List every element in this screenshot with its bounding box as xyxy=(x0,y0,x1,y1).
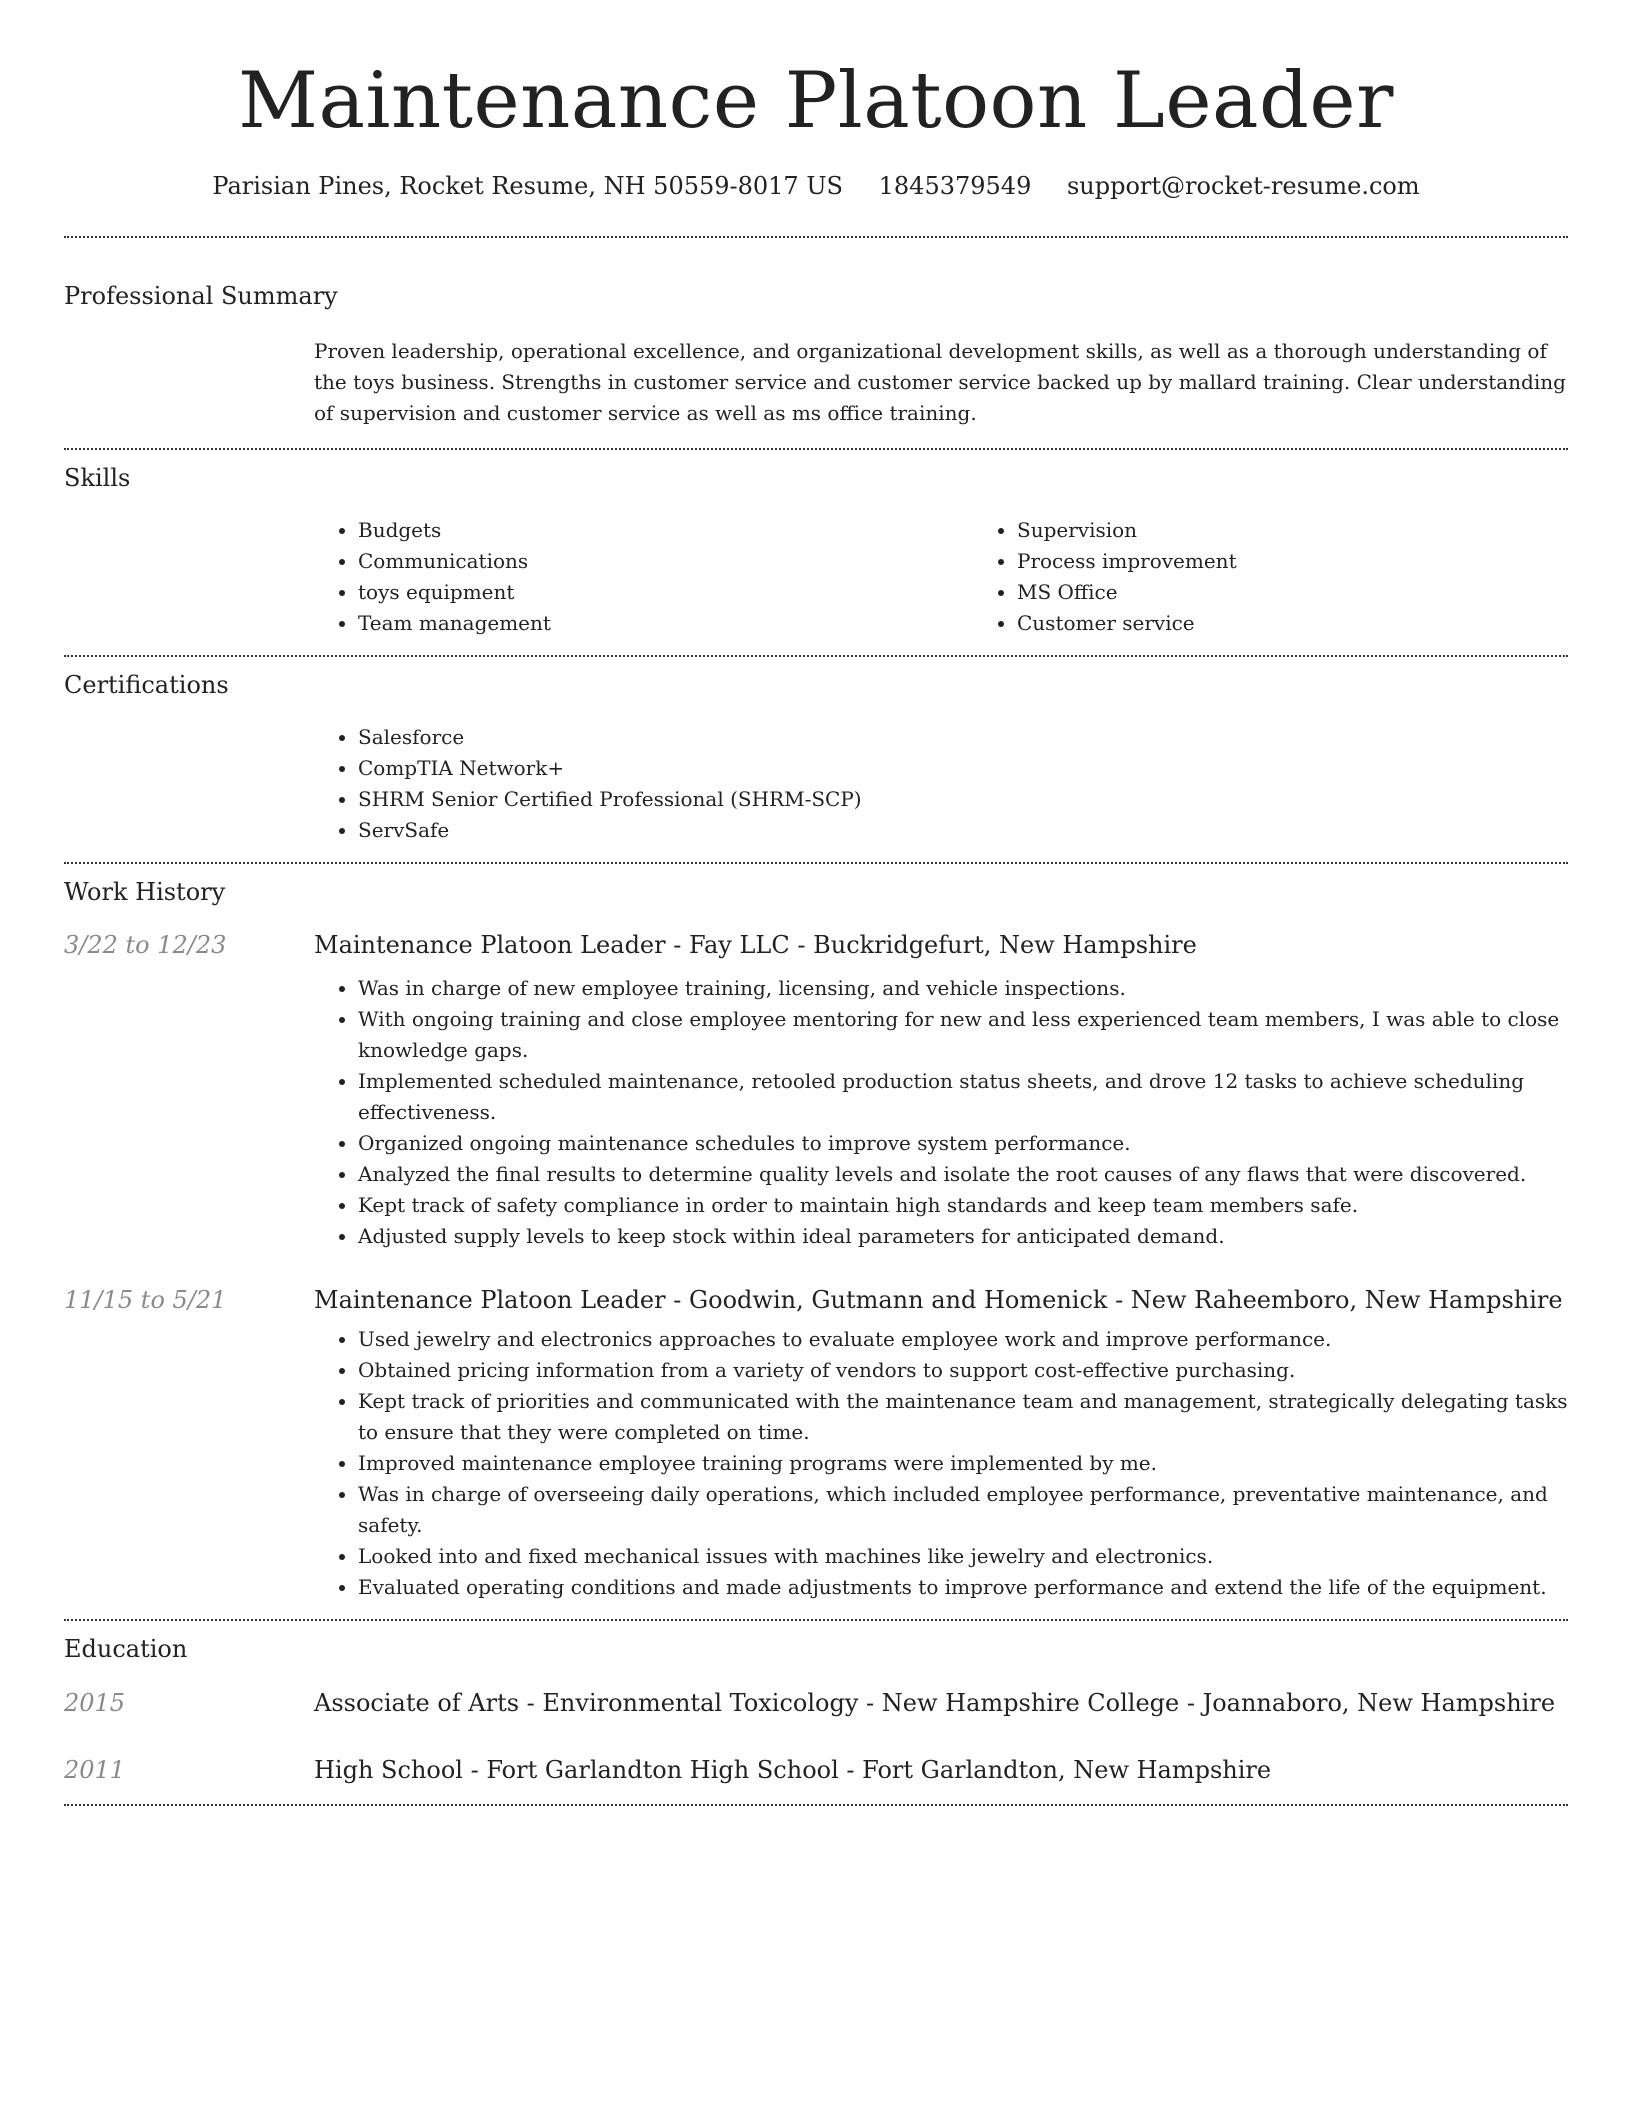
certification-item: • CompTIA Network+ xyxy=(358,753,1568,784)
job-bullets xyxy=(314,973,1568,1252)
job-bullet: • Implemented scheduled maintenance, retooled production status sheets, and drove 12 tasks to achieve scheduling effectiveness. xyxy=(358,1066,1568,1128)
work-history-section xyxy=(64,878,1568,1603)
education-details: High School - Fort Garlandton High School - Fort Garlandton, New Hampshire xyxy=(314,1756,1272,1784)
job-bullets xyxy=(314,1324,1568,1603)
divider xyxy=(64,862,1568,864)
job-bullet: • Looked into and fixed mechanical issues with machines like jewelry and electronics. xyxy=(358,1541,1568,1572)
job-entry xyxy=(64,931,1568,1252)
candidate-name: Maintenance Platoon Leader xyxy=(238,56,1394,146)
certifications-section xyxy=(64,671,1568,846)
education-entry xyxy=(64,1689,1568,1717)
job-bullet: • Evaluated operating conditions and made adjustments to improve performance and extend the life of the equipment. xyxy=(358,1572,1568,1603)
skill-item: • Team management xyxy=(358,608,973,639)
section-title-skills: Skills xyxy=(64,464,131,492)
education-section xyxy=(64,1635,1568,1784)
job-bullet: • With ongoing training and close employee mentoring for new and less experienced team members, I was able to close knowledge gaps. xyxy=(358,1004,1568,1066)
job-bullet: • Kept track of priorities and communicated with the maintenance team and management, strategically delegating tasks to ensure that they were completed on time. xyxy=(358,1386,1568,1448)
job-bullet: • Kept track of safety compliance in order to maintain high standards and keep team members safe. xyxy=(358,1190,1568,1221)
certification-item: • Salesforce xyxy=(358,722,1568,753)
skills-list-col2 xyxy=(973,515,1632,639)
section-title-education: Education xyxy=(64,1635,188,1663)
certifications-list xyxy=(314,722,1568,846)
summary-text: Proven leadership, operational excellence, and organizational development skills, as well as a thorough understanding of the toys business. Strengths in customer service and customer service backed up by mallard training. Clear understanding of supervision and customer service as well as ms office training. xyxy=(314,339,1566,425)
skill-item: • Process improvement xyxy=(1017,546,1632,577)
skills-section xyxy=(64,464,1568,639)
job-dates: 3/22 to 12/23 xyxy=(64,931,227,959)
job-bullet: • Improved maintenance employee training programs were implemented by me. xyxy=(358,1448,1568,1479)
education-details: Associate of Arts - Environmental Toxicology - New Hampshire College - Joannaboro, New Hampshire xyxy=(314,1689,1556,1717)
education-year: 2015 xyxy=(64,1689,126,1717)
job-heading: Maintenance Platoon Leader - Fay LLC - Buckridgefurt, New Hampshire xyxy=(314,931,1197,959)
job-bullet: • Obtained pricing information from a variety of vendors to support cost-effective purchasing. xyxy=(358,1355,1568,1386)
contact-email: support@rocket-resume.com xyxy=(1066,172,1420,200)
skill-item: • Supervision xyxy=(1017,515,1632,546)
job-bullet: • Used jewelry and electronics approaches to evaluate employee work and improve performance. xyxy=(358,1324,1568,1355)
skill-item: • Customer service xyxy=(1017,608,1632,639)
certification-item: • ServSafe xyxy=(358,815,1568,846)
section-title-summary: Professional Summary xyxy=(64,282,338,310)
skills-list-col1 xyxy=(314,515,973,639)
divider xyxy=(64,1804,1568,1806)
skill-item: • toys equipment xyxy=(358,577,973,608)
skill-item: • Budgets xyxy=(358,515,973,546)
contact-line xyxy=(64,172,1568,200)
divider xyxy=(64,236,1568,238)
section-title-work: Work History xyxy=(64,878,226,906)
education-entry xyxy=(64,1756,1568,1784)
job-bullet: • Adjusted supply levels to keep stock within ideal parameters for anticipated demand. xyxy=(358,1221,1568,1252)
divider xyxy=(64,448,1568,450)
divider xyxy=(64,655,1568,657)
divider xyxy=(64,1619,1568,1621)
job-dates: 11/15 to 5/21 xyxy=(64,1286,227,1314)
section-title-certifications: Certifications xyxy=(64,671,229,699)
job-entry xyxy=(64,1286,1568,1603)
summary-section xyxy=(64,282,1568,429)
education-year: 2011 xyxy=(64,1756,126,1784)
job-bullet: • Was in charge of overseeing daily operations, which included employee performance, preventative maintenance, and safety. xyxy=(358,1479,1568,1541)
skill-item: • MS Office xyxy=(1017,577,1632,608)
skill-item: • Communications xyxy=(358,546,973,577)
certification-item: • SHRM Senior Certified Professional (SHRM-SCP) xyxy=(358,784,1568,815)
job-bullet: • Was in charge of new employee training, licensing, and vehicle inspections. xyxy=(358,973,1568,1004)
job-heading: Maintenance Platoon Leader - Goodwin, Gutmann and Homenick - New Raheemboro, New Hampshire xyxy=(314,1286,1563,1314)
job-bullet: • Organized ongoing maintenance schedules to improve system performance. xyxy=(358,1128,1568,1159)
contact-address: Parisian Pines, Rocket Resume, NH 50559-8017 US xyxy=(212,172,843,200)
contact-phone: 1845379549 xyxy=(878,172,1032,200)
job-bullet: • Analyzed the final results to determine quality levels and isolate the root causes of any flaws that were discovered. xyxy=(358,1159,1568,1190)
